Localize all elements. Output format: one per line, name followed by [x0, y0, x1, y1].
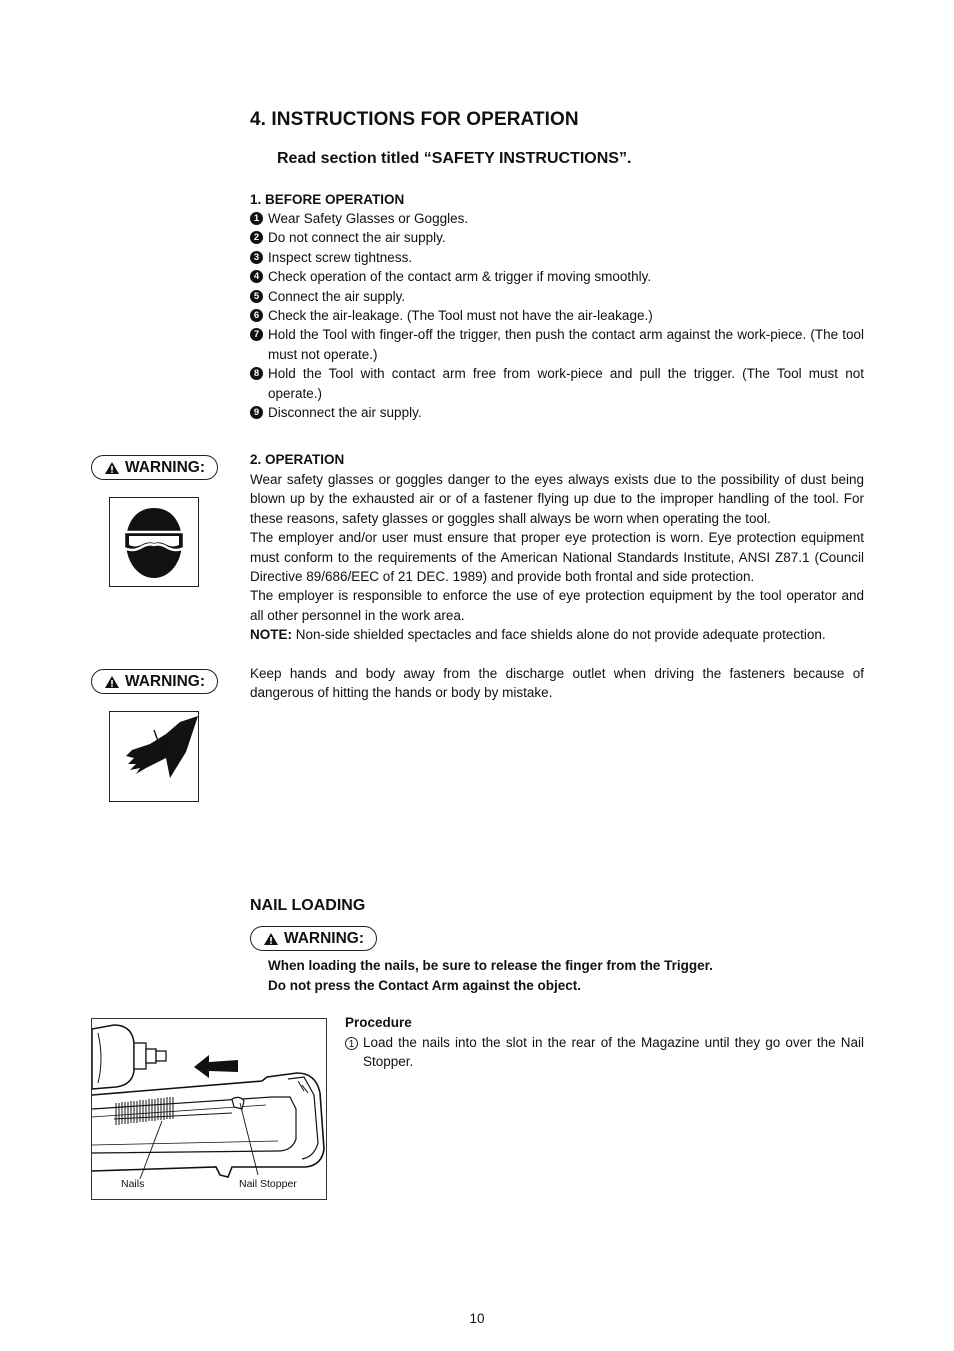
operation-body: [250, 470, 864, 645]
before-operation-item-text: Check the air-leakage. (The Tool must not have the air-leakage.): [268, 308, 653, 324]
read-note: Read section titled “SAFETY INSTRUCTIONS”.: [277, 150, 632, 167]
before-operation-item-text: Hold the Tool with finger-off the trigger, then push the contact arm against the work-piece. (The tool must not operate.): [268, 327, 864, 362]
step-number-badge: 9: [250, 406, 263, 419]
section-title: 4. INSTRUCTIONS FOR OPERATION: [250, 109, 579, 130]
before-operation-item-text: Inspect screw tightness.: [268, 249, 413, 265]
before-operation-item-text: Wear Safety Glasses or Goggles.: [268, 211, 469, 226]
before-operation-item-text: Disconnect the air supply.: [268, 405, 422, 421]
before-operation-item-text: Do not connect the air supply.: [268, 230, 446, 246]
hand-injury-icon: [109, 711, 199, 802]
nail-loading-heading: NAIL LOADING: [250, 897, 366, 914]
note-label: NOTE:: [250, 627, 292, 643]
procedure-step-text: Load the nails into the slot in the rear of the Magazine until they go over the Nail Stopper.: [363, 1035, 864, 1070]
before-operation-item: [250, 248, 864, 267]
step-number-badge: 5: [250, 290, 263, 303]
hands-warning-text: Keep hands and body away from the discharge outlet when driving the fasteners because of dangerous of hitting the hands or body by mistake.: [250, 666, 864, 701]
operation-paragraph-1: Wear safety glasses or goggles danger to the eyes always exists due to the possibility of dust being blown up by the exhausted air or of a fastener flying up due to the improper handling of the tool. For these reasons, safety glasses or goggles shall always be worn when operating the tool.: [250, 472, 864, 526]
before-operation-heading: 1. BEFORE OPERATION: [250, 192, 405, 207]
step-number-badge: 7: [250, 328, 263, 341]
before-operation-item: [250, 228, 864, 247]
step-number-badge: 8: [250, 367, 263, 380]
nail-warning-line-1: When loading the nails, be sure to release the finger from the Trigger.: [268, 958, 713, 973]
before-operation-item: [250, 364, 864, 403]
nail-warning-line-2: Do not press the Contact Arm against the object.: [268, 978, 582, 993]
warning-label: WARNING:: [124, 672, 206, 690]
before-operation-list: [250, 209, 864, 422]
operation-note: [250, 625, 864, 644]
step-number-badge: 4: [250, 270, 263, 283]
before-operation-item: [250, 287, 864, 306]
warning-triangle-icon: [104, 675, 120, 689]
warning-badge: [91, 455, 218, 480]
before-operation-item: [250, 267, 864, 286]
figure-label-nail-stopper: Nail Stopper: [239, 1178, 297, 1190]
before-operation-item-text: Connect the air supply.: [268, 288, 406, 304]
before-operation-item: [250, 209, 864, 228]
note-text: Non-side shielded spectacles and face shields alone do not provide adequate protection.: [292, 627, 826, 643]
before-operation-item: [250, 325, 864, 364]
step-number-badge: 2: [250, 231, 263, 244]
operation-heading: 2. OPERATION: [250, 452, 345, 467]
procedure-step: [345, 1033, 864, 1072]
nailer-magazine-illustration: [92, 1019, 327, 1200]
procedure-heading: Procedure: [345, 1015, 412, 1030]
warning-badge: [91, 669, 218, 694]
step-number-badge: 3: [250, 251, 263, 264]
operation-paragraph-3: The employer is responsible to enforce the use of eye protection equipment by the tool operator and all other personnel in the work area.: [250, 588, 864, 623]
figure-label-nails: Nails: [121, 1178, 145, 1190]
before-operation-item-text: Check operation of the contact arm & trigger if moving smoothly.: [268, 269, 652, 285]
step-number-badge: 6: [250, 309, 263, 322]
nail-loading-figure: [91, 1018, 327, 1200]
operation-paragraph-2: The employer and/or user must ensure that proper eye protection is worn. Eye protection equipment must conform to the requirements of the American National Standards Institute, ANSI Z87.1 (Council Directive 89/686/EEC of 21 DEC. 1989) and provide both frontal and side protection.: [250, 530, 864, 585]
before-operation-item: [250, 306, 864, 325]
warning-triangle-icon: [104, 461, 120, 475]
warning-label: WARNING:: [283, 929, 365, 947]
safety-goggles-icon: [109, 497, 199, 587]
page-number: 10: [469, 1311, 485, 1326]
warning-label: WARNING:: [124, 458, 206, 476]
before-operation-item: [250, 403, 864, 422]
warning-triangle-icon: [263, 932, 279, 946]
warning-badge: [250, 926, 377, 951]
step-number-badge: 1: [250, 212, 263, 225]
before-operation-item-text: Hold the Tool with contact arm free from work-piece and pull the trigger. (The Tool must not operate.): [268, 366, 864, 401]
step-number: 1: [345, 1037, 358, 1050]
